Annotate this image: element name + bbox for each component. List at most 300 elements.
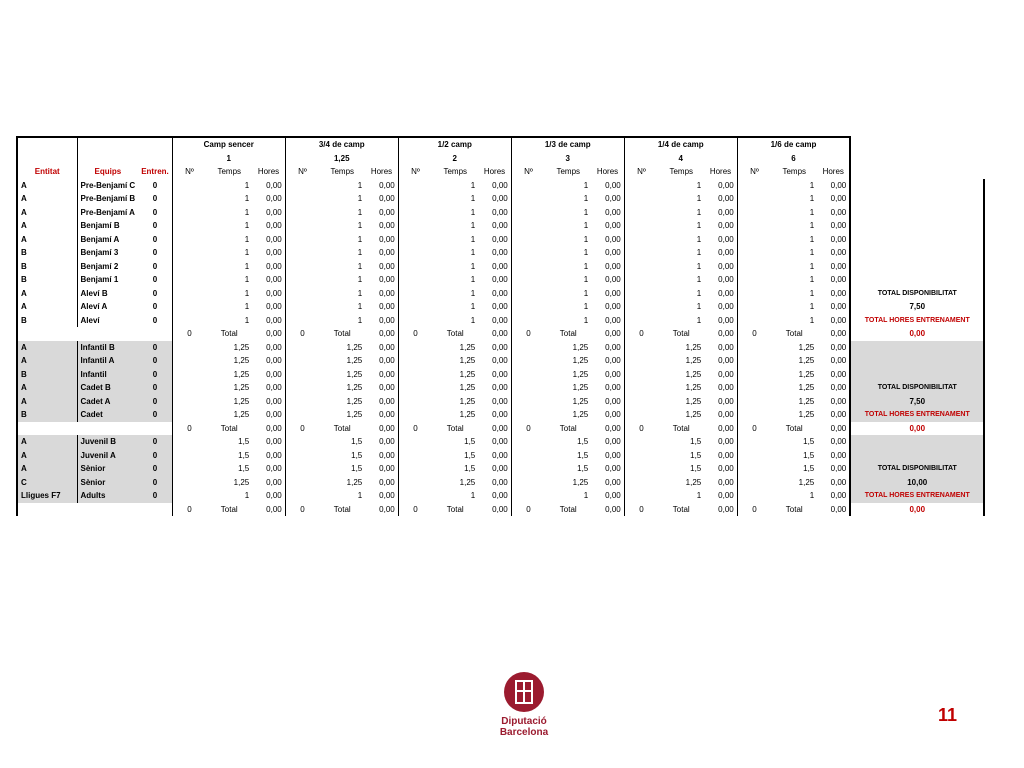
hores-cell: 0,00 (605, 207, 621, 217)
info-blank (850, 165, 984, 179)
hores-cell: 0,00 (605, 450, 621, 460)
hores-cell: 0,00 (266, 477, 282, 487)
hores-cell: 0,00 (492, 194, 508, 203)
equip-cell: Aleví A (77, 300, 138, 314)
hores-cell: 0,00 (718, 383, 734, 392)
temps-cell: 1,25 (233, 342, 250, 352)
col-temps-header: Temps (443, 167, 468, 176)
hores-cell: 0,00 (266, 383, 282, 392)
hores-cell: 0,00 (266, 248, 282, 257)
n-cell (737, 260, 771, 274)
hores-cell: 0,00 (605, 437, 621, 446)
hores-cell: 0,00 (379, 396, 395, 406)
total-blank (17, 327, 138, 341)
hores-cell: 0,00 (605, 275, 621, 284)
n-cell (398, 206, 432, 220)
total-n-cell: 0 (285, 327, 319, 341)
total-hores-cell: 0,00 (605, 423, 621, 433)
temps-cell: 1 (244, 261, 250, 271)
temps-cell: 1,25 (572, 410, 589, 419)
entren-cell: 0 (138, 381, 172, 395)
n-cell (624, 368, 658, 382)
temps-cell: 1,25 (798, 369, 815, 379)
equip-cell: Pre-Benjamí C (77, 179, 138, 193)
hores-cell: 0,00 (830, 437, 847, 446)
total-hores-cell: 0,00 (266, 423, 282, 433)
hores-cell: 0,00 (830, 234, 847, 244)
n-cell (285, 476, 319, 490)
n-cell (285, 206, 319, 220)
entitat-cell: A (17, 462, 77, 476)
n-cell (172, 192, 206, 206)
hores-cell: 0,00 (492, 342, 508, 352)
total-label-cell: Total (785, 423, 803, 433)
n-cell (172, 233, 206, 247)
total-n-cell: 0 (398, 422, 432, 436)
hores-cell: 0,00 (492, 275, 508, 284)
n-cell (398, 192, 432, 206)
temps-cell: 1 (809, 261, 815, 271)
temps-cell: 1 (696, 491, 702, 500)
n-cell (285, 192, 319, 206)
temps-cell: 1,25 (459, 477, 476, 487)
temps-cell: 1 (583, 221, 589, 230)
entitat-cell: A (17, 219, 77, 233)
hores-cell: 0,00 (379, 288, 395, 298)
hores-cell: 0,00 (605, 464, 621, 473)
total-hores-cell: 0,00 (379, 423, 395, 433)
table-row (17, 395, 984, 409)
n-cell (172, 476, 206, 490)
hores-cell: 0,00 (492, 248, 508, 257)
hores-cell: 0,00 (492, 437, 508, 446)
hores-cell: 0,00 (266, 342, 282, 352)
temps-cell: 1 (357, 275, 363, 284)
table-row (17, 273, 984, 287)
n-cell (285, 314, 319, 328)
n-cell (398, 395, 432, 409)
entren-cell: 0 (152, 275, 158, 284)
total-hores-cell: 0,00 (830, 329, 847, 338)
header-row-factors (17, 152, 984, 166)
n-cell (285, 408, 319, 422)
equip-cell: Sènior (77, 462, 138, 476)
hores-cell: 0,00 (718, 288, 734, 298)
temps-cell: 1 (809, 275, 815, 284)
hores-cell: 0,00 (266, 288, 282, 298)
total-hores-cell: 0,00 (830, 423, 847, 433)
info-blank (850, 260, 984, 274)
temps-cell: 1 (583, 261, 589, 271)
temps-cell: 1,5 (690, 464, 702, 473)
header-blank (77, 137, 138, 152)
n-cell (172, 381, 206, 395)
n-cell (737, 476, 771, 490)
n-cell (511, 192, 545, 206)
n-cell (398, 300, 432, 314)
n-cell (398, 341, 432, 355)
temps-cell: 1,25 (346, 396, 363, 406)
temps-cell: 1,25 (572, 369, 589, 379)
temps-cell: 1 (696, 194, 702, 203)
temps-cell: 1,5 (803, 450, 815, 460)
hores-cell: 0,00 (266, 437, 282, 446)
group-factor: 4 (624, 152, 737, 166)
table-row (17, 462, 984, 476)
n-cell (624, 192, 658, 206)
col-n-header: Nº (172, 165, 206, 179)
temps-cell: 1,25 (346, 383, 363, 392)
equip-cell: Benjamí B (77, 219, 138, 233)
n-cell (511, 489, 545, 503)
temps-cell: 1,25 (233, 410, 250, 419)
n-cell (172, 408, 206, 422)
hores-cell: 0,00 (605, 221, 621, 230)
entitat-cell: A (17, 341, 77, 355)
temps-cell: 1,25 (459, 396, 476, 406)
temps-cell: 1 (696, 180, 702, 190)
n-cell (737, 462, 771, 476)
entren-cell: 0 (152, 234, 158, 244)
hores-cell: 0,00 (718, 275, 734, 284)
hores-cell: 0,00 (830, 383, 847, 392)
n-cell (285, 368, 319, 382)
n-cell (285, 300, 319, 314)
total-n-cell: 0 (737, 503, 771, 517)
n-cell (172, 300, 206, 314)
total-disponibilitat-label: TOTAL DISPONIBILITAT (850, 462, 984, 476)
n-cell (398, 260, 432, 274)
n-cell (285, 395, 319, 409)
group-title: 1/3 de camp (511, 137, 624, 152)
hores-cell: 0,00 (830, 477, 847, 487)
hores-cell: 0,00 (718, 207, 734, 217)
info-blank (850, 246, 984, 260)
temps-cell: 1 (244, 248, 250, 257)
temps-cell: 1 (809, 491, 815, 500)
total-n-cell: 0 (398, 503, 432, 517)
n-cell (624, 489, 658, 503)
temps-cell: 1,5 (351, 450, 363, 460)
temps-cell: 1 (696, 234, 702, 244)
table-row (17, 192, 984, 206)
table-row (17, 179, 984, 193)
total-blank (17, 422, 138, 436)
hores-cell: 0,00 (379, 261, 395, 271)
n-cell (398, 368, 432, 382)
temps-cell: 1,5 (238, 437, 250, 446)
hores-cell: 0,00 (266, 369, 282, 379)
n-cell (737, 368, 771, 382)
entitat-cell: A (17, 233, 77, 247)
equip-cell: Benjamí 3 (77, 246, 138, 260)
n-cell (737, 489, 771, 503)
temps-cell: 1,25 (685, 477, 702, 487)
temps-cell: 1 (357, 248, 363, 257)
temps-cell: 1 (696, 302, 702, 311)
header-blank (77, 152, 138, 166)
info-blank (850, 137, 984, 152)
hores-cell: 0,00 (492, 288, 508, 298)
temps-cell: 1 (470, 261, 476, 271)
n-cell (624, 260, 658, 274)
temps-cell: 1,25 (572, 383, 589, 392)
hores-cell: 0,00 (379, 302, 395, 311)
total-disponibilitat-value: 7,50 (850, 395, 984, 409)
total-label-cell: Total (559, 504, 577, 514)
temps-cell: 1,25 (233, 369, 250, 379)
temps-cell: 1,5 (803, 464, 815, 473)
hores-cell: 0,00 (605, 288, 621, 298)
entitat-cell: A (17, 206, 77, 220)
n-cell (737, 219, 771, 233)
total-n-cell: 0 (624, 422, 658, 436)
hores-cell: 0,00 (605, 491, 621, 500)
entitat-cell: A (17, 381, 77, 395)
n-cell (172, 449, 206, 463)
equip-cell: Aleví B (77, 287, 138, 301)
col-temps-header: Temps (556, 167, 581, 176)
n-cell (285, 179, 319, 193)
hores-cell: 0,00 (266, 396, 282, 406)
info-blank (850, 206, 984, 220)
temps-cell: 1 (357, 288, 363, 298)
temps-cell: 1 (583, 248, 589, 257)
temps-cell: 1,25 (798, 477, 815, 487)
temps-cell: 1,25 (685, 369, 702, 379)
temps-cell: 1 (357, 180, 363, 190)
header-blank (17, 137, 77, 152)
col-temps-header: Temps (330, 167, 355, 176)
temps-cell: 1 (696, 261, 702, 271)
n-cell (172, 462, 206, 476)
hores-cell: 0,00 (492, 477, 508, 487)
total-hores-cell: 0,00 (266, 329, 282, 338)
n-cell (737, 449, 771, 463)
total-n-cell: 0 (511, 422, 545, 436)
total-n-cell: 0 (172, 503, 206, 517)
temps-cell: 1,5 (351, 464, 363, 473)
n-cell (737, 408, 771, 422)
n-cell (511, 476, 545, 490)
hores-cell: 0,00 (379, 234, 395, 244)
temps-cell: 1,25 (572, 396, 589, 406)
temps-cell: 1 (470, 491, 476, 500)
group-title: 1/4 de camp (624, 137, 737, 152)
n-cell (398, 408, 432, 422)
hores-cell: 0,00 (830, 342, 847, 352)
total-hores-entrenament-label: TOTAL HORES ENTRENAMENT (850, 408, 984, 422)
temps-cell: 1,25 (233, 396, 250, 406)
table-row (17, 408, 984, 422)
entitat-cell: Lligues F7 (17, 489, 77, 503)
temps-cell: 1 (244, 302, 250, 311)
n-cell (285, 489, 319, 503)
info-blank (850, 341, 984, 355)
hores-cell: 0,00 (605, 234, 621, 244)
equip-cell: Sènior (77, 476, 138, 490)
total-row (17, 503, 984, 517)
hores-cell: 0,00 (379, 207, 395, 217)
n-cell (511, 341, 545, 355)
table-row (17, 449, 984, 463)
hores-cell: 0,00 (379, 437, 395, 446)
temps-cell: 1 (583, 194, 589, 203)
total-disponibilitat-label: TOTAL DISPONIBILITAT (850, 381, 984, 395)
hores-cell: 0,00 (718, 234, 734, 244)
logo-line-1: Diputació (501, 716, 547, 727)
temps-cell: 1,25 (798, 356, 815, 365)
table-row (17, 219, 984, 233)
temps-cell: 1,25 (346, 356, 363, 365)
temps-cell: 1,5 (577, 464, 589, 473)
temps-cell: 1 (696, 248, 702, 257)
hores-cell: 0,00 (718, 491, 734, 500)
entitat-cell: A (17, 435, 77, 449)
hores-cell: 0,00 (492, 207, 508, 217)
temps-cell: 1,5 (238, 450, 250, 460)
temps-cell: 1 (583, 234, 589, 244)
col-n-header: Nº (624, 165, 658, 179)
temps-cell: 1,25 (233, 356, 250, 365)
n-cell (624, 449, 658, 463)
n-cell (511, 408, 545, 422)
hores-cell: 0,00 (830, 369, 847, 379)
n-cell (737, 341, 771, 355)
temps-cell: 1,25 (346, 369, 363, 379)
hores-cell: 0,00 (379, 464, 395, 473)
temps-cell: 1 (696, 275, 702, 284)
n-cell (172, 179, 206, 193)
temps-cell: 1 (583, 288, 589, 298)
hores-cell: 0,00 (492, 383, 508, 392)
equip-cell: Cadet (77, 408, 138, 422)
hores-cell: 0,00 (718, 315, 734, 325)
logo-line-2: Barcelona (499, 727, 549, 738)
total-label-cell: Total (672, 504, 690, 514)
temps-cell: 1 (809, 234, 815, 244)
total-label-cell: Total (672, 329, 690, 338)
hores-cell: 0,00 (379, 369, 395, 379)
n-cell (172, 314, 206, 328)
hores-cell: 0,00 (718, 396, 734, 406)
temps-cell: 1,25 (685, 410, 702, 419)
total-n-cell: 0 (624, 327, 658, 341)
temps-cell: 1,25 (685, 356, 702, 365)
n-cell (398, 287, 432, 301)
temps-cell: 1 (244, 275, 250, 284)
hores-cell: 0,00 (492, 261, 508, 271)
hores-cell: 0,00 (492, 234, 508, 244)
table-row (17, 489, 984, 503)
equip-cell: Pre-Benjamí B (77, 192, 138, 206)
n-cell (398, 449, 432, 463)
table-row (17, 246, 984, 260)
table-row (17, 381, 984, 395)
total-n-cell: 0 (285, 422, 319, 436)
col-hores-header: Hores (370, 167, 393, 176)
temps-cell: 1,25 (572, 477, 589, 487)
group-factor: 1,25 (285, 152, 398, 166)
temps-cell: 1 (583, 315, 589, 325)
hores-cell: 0,00 (492, 464, 508, 473)
entitat-cell: A (17, 287, 77, 301)
group-factor: 3 (511, 152, 624, 166)
n-cell (285, 435, 319, 449)
n-cell (511, 381, 545, 395)
temps-cell: 1,5 (690, 437, 702, 446)
entren-cell: 0 (152, 180, 158, 190)
equip-cell: Cadet B (77, 381, 138, 395)
hores-cell: 0,00 (266, 275, 282, 284)
equip-cell: Cadet A (77, 395, 138, 409)
total-hores-cell: 0,00 (605, 504, 621, 514)
hores-cell: 0,00 (379, 356, 395, 365)
hores-cell: 0,00 (718, 248, 734, 257)
total-hores-cell: 0,00 (718, 504, 734, 514)
n-cell (172, 246, 206, 260)
total-label-cell: Total (220, 423, 238, 433)
n-cell (511, 233, 545, 247)
n-cell (172, 273, 206, 287)
temps-cell: 1 (357, 194, 363, 203)
col-hores-header: Hores (257, 167, 280, 176)
n-cell (398, 381, 432, 395)
n-cell (511, 273, 545, 287)
n-cell (624, 233, 658, 247)
n-cell (172, 341, 206, 355)
hores-cell: 0,00 (830, 396, 847, 406)
temps-cell: 1,25 (685, 342, 702, 352)
hores-cell: 0,00 (379, 194, 395, 203)
equip-cell: Benjamí 1 (77, 273, 138, 287)
total-blank (17, 503, 138, 517)
n-cell (624, 314, 658, 328)
n-cell (624, 395, 658, 409)
hores-cell: 0,00 (266, 450, 282, 460)
hores-cell: 0,00 (266, 315, 282, 325)
n-cell (624, 287, 658, 301)
hores-cell: 0,00 (718, 194, 734, 203)
temps-cell: 1,25 (572, 342, 589, 352)
hores-cell: 0,00 (718, 261, 734, 271)
n-cell (511, 395, 545, 409)
entitat-cell: B (17, 314, 77, 328)
shield-icon (504, 672, 544, 712)
hores-cell: 0,00 (830, 288, 847, 298)
total-hores-entrenament-value: 0,00 (850, 422, 984, 436)
table-row (17, 314, 984, 328)
total-n-cell: 0 (511, 503, 545, 517)
table-row (17, 206, 984, 220)
n-cell (511, 300, 545, 314)
hores-cell: 0,00 (266, 207, 282, 217)
temps-cell: 1 (470, 275, 476, 284)
group-title: Camp sencer (172, 137, 285, 152)
entitat-cell: B (17, 408, 77, 422)
hores-cell: 0,00 (266, 194, 282, 203)
n-cell (737, 354, 771, 368)
hores-cell: 0,00 (718, 369, 734, 379)
n-cell (398, 476, 432, 490)
entren-cell: 0 (152, 302, 158, 311)
hores-cell: 0,00 (379, 450, 395, 460)
entren-cell: 0 (138, 449, 172, 463)
temps-cell: 1,25 (233, 477, 250, 487)
temps-cell: 1,25 (798, 383, 815, 392)
n-cell (398, 314, 432, 328)
entren-cell: 0 (138, 354, 172, 368)
